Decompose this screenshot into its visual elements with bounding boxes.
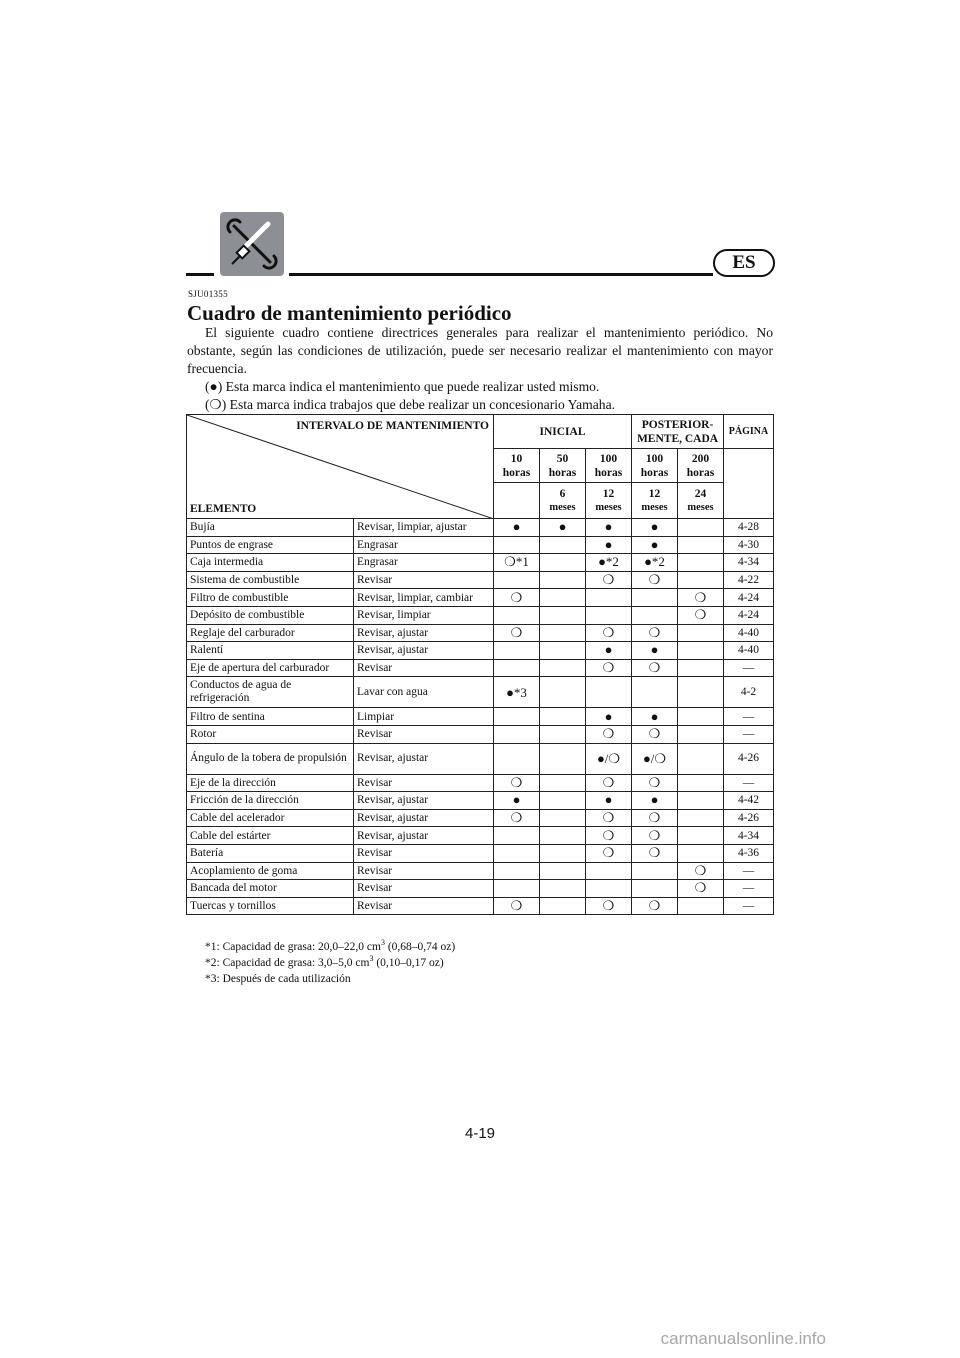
table-row xyxy=(187,589,774,607)
row-item: Eje de apertura del carburador xyxy=(187,659,354,677)
hours-unit: horas xyxy=(640,466,669,479)
header-interval: INTERVALO DE MANTENIMIENTO xyxy=(296,420,489,432)
table-row xyxy=(187,809,774,827)
footnote xyxy=(205,953,455,969)
row-mark: ❍ xyxy=(632,725,678,743)
row-page: 4-24 xyxy=(724,606,774,624)
row-mark: ❍ xyxy=(586,659,632,677)
intro-paragraph: El siguiente cuadro contiene directrices generales para realizar el mantenimiento periódico. No obstante, según las condiciones de utilización, puede ser necesario realizar el mantenimiento con mayor frecuencia. xyxy=(187,325,773,376)
row-mark xyxy=(540,827,586,845)
row-mark: ● xyxy=(586,519,632,537)
header-hours xyxy=(586,449,632,483)
table-row xyxy=(187,536,774,554)
row-action: Revisar, limpiar, ajustar xyxy=(354,519,494,537)
header-months xyxy=(540,483,586,519)
months-value: 12 xyxy=(648,487,661,500)
row-mark: ❍ xyxy=(586,809,632,827)
row-mark xyxy=(494,743,540,774)
row-page: — xyxy=(724,659,774,677)
row-mark: ●*3 xyxy=(494,677,540,708)
row-mark xyxy=(540,554,586,572)
row-mark: ● xyxy=(632,708,678,726)
row-mark: ❍ xyxy=(494,589,540,607)
row-mark: ● xyxy=(494,519,540,537)
row-mark xyxy=(678,725,724,743)
row-page: — xyxy=(724,880,774,898)
row-mark xyxy=(678,677,724,708)
row-page: 4-24 xyxy=(724,589,774,607)
header-item: ELEMENTO xyxy=(190,503,257,515)
row-mark: ❍ xyxy=(494,624,540,642)
header-after-line2: MENTE, CADA xyxy=(636,432,719,445)
row-mark: ❍ xyxy=(632,827,678,845)
row-mark xyxy=(540,880,586,898)
row-action: Revisar xyxy=(354,571,494,589)
row-mark: ❍ xyxy=(586,827,632,845)
row-mark xyxy=(494,880,540,898)
row-item: Batería xyxy=(187,844,354,862)
table-row xyxy=(187,880,774,898)
row-page: 4-34 xyxy=(724,554,774,572)
header-initial: INICIAL xyxy=(494,415,632,449)
row-mark xyxy=(678,844,724,862)
hours-value: 200 xyxy=(691,452,710,465)
row-mark xyxy=(678,827,724,845)
row-item: Filtro de combustible xyxy=(187,589,354,607)
row-mark xyxy=(494,725,540,743)
row-page: — xyxy=(724,725,774,743)
row-mark xyxy=(494,844,540,862)
row-mark: ❍ xyxy=(678,862,724,880)
hours-unit: horas xyxy=(594,466,623,479)
table-row xyxy=(187,519,774,537)
row-action: Revisar xyxy=(354,774,494,792)
months-unit: meses xyxy=(549,501,576,513)
row-mark: ❍ xyxy=(632,844,678,862)
row-mark xyxy=(678,519,724,537)
header-months xyxy=(586,483,632,519)
row-mark: ● xyxy=(586,708,632,726)
row-page: 4-26 xyxy=(724,809,774,827)
row-mark xyxy=(586,589,632,607)
header-hours xyxy=(494,449,540,483)
hours-unit: horas xyxy=(686,466,715,479)
row-action: Limpiar xyxy=(354,708,494,726)
row-mark xyxy=(494,606,540,624)
row-mark xyxy=(540,897,586,915)
row-mark xyxy=(540,536,586,554)
language-badge: ES xyxy=(713,249,775,277)
table-row xyxy=(187,897,774,915)
table-row xyxy=(187,708,774,726)
row-mark xyxy=(586,677,632,708)
header-months xyxy=(678,483,724,519)
row-mark xyxy=(678,809,724,827)
row-item: Cable del estárter xyxy=(187,827,354,845)
row-mark: ●/❍ xyxy=(632,743,678,774)
row-mark xyxy=(494,708,540,726)
header-hours xyxy=(540,449,586,483)
row-page: — xyxy=(724,708,774,726)
row-mark xyxy=(678,642,724,660)
row-mark: ● xyxy=(632,642,678,660)
row-mark xyxy=(540,589,586,607)
table-row xyxy=(187,774,774,792)
row-item: Puntos de engrase xyxy=(187,536,354,554)
row-mark xyxy=(540,792,586,810)
hours-unit: horas xyxy=(502,466,531,479)
header-rule-right xyxy=(289,273,713,276)
row-mark xyxy=(678,571,724,589)
hours-value: 100 xyxy=(645,452,664,465)
row-mark: ❍ xyxy=(586,571,632,589)
header-hours xyxy=(632,449,678,483)
row-mark: ❍ xyxy=(678,880,724,898)
row-mark: ❍ xyxy=(586,844,632,862)
row-item: Caja intermedia xyxy=(187,554,354,572)
table-row xyxy=(187,624,774,642)
row-item: Acoplamiento de goma xyxy=(187,862,354,880)
months-value: 6 xyxy=(559,487,566,500)
row-mark: ❍ xyxy=(632,774,678,792)
header-rule-left xyxy=(186,273,214,276)
row-mark xyxy=(494,862,540,880)
footnote-text: *1: Capacidad de grasa: 20,0–22,0 cm xyxy=(205,940,381,953)
row-mark: ❍ xyxy=(586,725,632,743)
row-item: Reglaje del carburador xyxy=(187,624,354,642)
row-item: Bujía xyxy=(187,519,354,537)
row-mark xyxy=(540,642,586,660)
hours-unit: horas xyxy=(548,466,577,479)
header-page: PÁGINA xyxy=(724,415,774,449)
maintenance-table xyxy=(186,414,774,915)
row-mark xyxy=(678,624,724,642)
row-action: Revisar xyxy=(354,880,494,898)
footnotes xyxy=(205,937,455,984)
row-mark xyxy=(678,897,724,915)
row-mark xyxy=(678,536,724,554)
table-corner-header xyxy=(187,415,494,519)
header-months xyxy=(632,483,678,519)
legend-open: (❍) Esta marca indica trabajos que debe realizar un concesionario Yamaha. xyxy=(205,397,616,412)
header-page-blank xyxy=(724,449,774,519)
row-mark xyxy=(632,880,678,898)
row-mark: ❍ xyxy=(494,809,540,827)
row-mark: ● xyxy=(540,519,586,537)
table-row xyxy=(187,792,774,810)
row-action: Engrasar xyxy=(354,554,494,572)
row-mark xyxy=(678,708,724,726)
intro-text xyxy=(187,324,773,414)
row-mark xyxy=(540,844,586,862)
row-mark xyxy=(540,708,586,726)
hours-value: 50 xyxy=(556,452,569,465)
table-row xyxy=(187,844,774,862)
hours-value: 10 xyxy=(510,452,523,465)
row-item: Depósito de combustible xyxy=(187,606,354,624)
row-mark xyxy=(632,677,678,708)
row-mark xyxy=(540,743,586,774)
table-row xyxy=(187,554,774,572)
row-mark: ❍ xyxy=(586,774,632,792)
row-action: Revisar, limpiar xyxy=(354,606,494,624)
row-action: Revisar, ajustar xyxy=(354,743,494,774)
watermark: carmanualsonline.info xyxy=(660,1329,826,1348)
table-row xyxy=(187,725,774,743)
row-page: 4-42 xyxy=(724,792,774,810)
footnote xyxy=(205,937,455,953)
page-number: 4-19 xyxy=(464,1125,496,1142)
row-mark xyxy=(494,642,540,660)
row-action: Revisar, ajustar xyxy=(354,792,494,810)
row-item: Fricción de la dirección xyxy=(187,792,354,810)
header-after-line1: POSTERIOR- xyxy=(641,418,714,431)
row-page: — xyxy=(724,862,774,880)
row-action: Lavar con agua xyxy=(354,677,494,708)
row-mark: ● xyxy=(632,519,678,537)
months-unit: meses xyxy=(687,501,714,513)
row-item: Ralentí xyxy=(187,642,354,660)
row-item: Ángulo de la tobera de propulsión xyxy=(187,743,354,774)
row-action: Revisar xyxy=(354,659,494,677)
row-item: Cable del acelerador xyxy=(187,809,354,827)
row-mark: ● xyxy=(632,792,678,810)
row-mark xyxy=(494,536,540,554)
row-mark xyxy=(586,606,632,624)
row-mark xyxy=(494,571,540,589)
footnote-sup: 3 xyxy=(380,938,385,947)
table-row xyxy=(187,642,774,660)
table-row xyxy=(187,606,774,624)
row-page: 4-28 xyxy=(724,519,774,537)
row-item: Bancada del motor xyxy=(187,880,354,898)
row-mark: ● xyxy=(494,792,540,810)
row-page: 4-30 xyxy=(724,536,774,554)
row-mark xyxy=(586,862,632,880)
row-mark xyxy=(540,624,586,642)
row-page: 4-22 xyxy=(724,571,774,589)
row-mark xyxy=(632,862,678,880)
row-mark xyxy=(678,792,724,810)
header-hours xyxy=(678,449,724,483)
row-mark xyxy=(540,809,586,827)
months-unit: meses xyxy=(641,501,668,513)
table-row xyxy=(187,659,774,677)
footnote-tail: (0,68–0,74 oz) xyxy=(384,940,456,953)
footnote-tail: (0,10–0,17 oz) xyxy=(373,956,444,969)
row-mark xyxy=(540,571,586,589)
row-page: — xyxy=(724,774,774,792)
row-mark: ❍ xyxy=(494,897,540,915)
legend-filled: (●) Esta marca indica el mantenimiento que puede realizar usted mismo. xyxy=(205,379,600,394)
row-mark: ● xyxy=(586,536,632,554)
footnote-text: *2: Capacidad de grasa: 3,0–5,0 cm xyxy=(205,956,370,969)
row-action: Revisar xyxy=(354,897,494,915)
row-mark xyxy=(586,880,632,898)
row-page: — xyxy=(724,897,774,915)
row-page: 4-40 xyxy=(724,642,774,660)
row-mark: ❍ xyxy=(632,897,678,915)
row-mark xyxy=(540,659,586,677)
row-mark xyxy=(632,589,678,607)
row-action: Revisar, ajustar xyxy=(354,642,494,660)
row-mark xyxy=(678,659,724,677)
row-mark: ❍ xyxy=(678,589,724,607)
wrench-screwdriver-icon xyxy=(220,212,284,276)
row-mark xyxy=(494,659,540,677)
page-title: Cuadro de mantenimiento periódico xyxy=(187,301,512,325)
months-value: 12 xyxy=(602,487,615,500)
table-row xyxy=(187,571,774,589)
row-item: Filtro de sentina xyxy=(187,708,354,726)
row-action: Revisar xyxy=(354,844,494,862)
row-page: 4-40 xyxy=(724,624,774,642)
row-mark: ❍ xyxy=(678,606,724,624)
row-page: 4-26 xyxy=(724,743,774,774)
row-mark: ❍*1 xyxy=(494,554,540,572)
row-item: Conductos de agua de refrigeración xyxy=(187,677,354,708)
row-item: Rotor xyxy=(187,725,354,743)
row-mark: ❍ xyxy=(586,624,632,642)
table-row xyxy=(187,862,774,880)
row-mark: ❍ xyxy=(632,571,678,589)
row-item: Tuercas y tornillos xyxy=(187,897,354,915)
row-mark: ❍ xyxy=(632,624,678,642)
row-mark: ●/❍ xyxy=(586,743,632,774)
footnote xyxy=(205,969,455,985)
table-row xyxy=(187,743,774,774)
row-mark xyxy=(678,554,724,572)
row-mark xyxy=(678,743,724,774)
row-mark: ❍ xyxy=(632,809,678,827)
section-code: SJU01355 xyxy=(188,289,228,299)
row-mark xyxy=(540,862,586,880)
row-mark xyxy=(678,774,724,792)
row-mark xyxy=(632,606,678,624)
row-mark xyxy=(540,774,586,792)
row-mark: ❍ xyxy=(494,774,540,792)
row-mark: ●*2 xyxy=(632,554,678,572)
footnote-sup: 3 xyxy=(369,953,374,963)
row-action: Engrasar xyxy=(354,536,494,554)
row-action: Revisar, ajustar xyxy=(354,624,494,642)
row-action: Revisar xyxy=(354,725,494,743)
row-action: Revisar, limpiar, cambiar xyxy=(354,589,494,607)
row-mark: ❍ xyxy=(586,897,632,915)
row-action: Revisar xyxy=(354,862,494,880)
row-page: 4-2 xyxy=(724,677,774,708)
row-mark: ●*2 xyxy=(586,554,632,572)
row-mark xyxy=(540,606,586,624)
header-months xyxy=(494,483,540,519)
row-page: 4-36 xyxy=(724,844,774,862)
row-mark xyxy=(494,827,540,845)
row-page: 4-34 xyxy=(724,827,774,845)
table-row xyxy=(187,827,774,845)
row-action: Revisar, ajustar xyxy=(354,809,494,827)
row-mark: ● xyxy=(586,642,632,660)
table-row xyxy=(187,677,774,708)
header-after xyxy=(632,415,724,449)
months-value: 24 xyxy=(694,487,707,500)
row-item: Eje de la dirección xyxy=(187,774,354,792)
row-mark: ● xyxy=(632,536,678,554)
footnote-text: *3: Después de cada utilización xyxy=(205,972,351,985)
months-unit: meses xyxy=(595,501,622,513)
row-item: Sistema de combustible xyxy=(187,571,354,589)
maintenance-tools-icon xyxy=(220,212,284,276)
hours-value: 100 xyxy=(599,452,618,465)
row-action: Revisar, ajustar xyxy=(354,827,494,845)
row-mark: ❍ xyxy=(632,659,678,677)
row-mark xyxy=(540,725,586,743)
row-mark xyxy=(540,677,586,708)
row-mark: ● xyxy=(586,792,632,810)
